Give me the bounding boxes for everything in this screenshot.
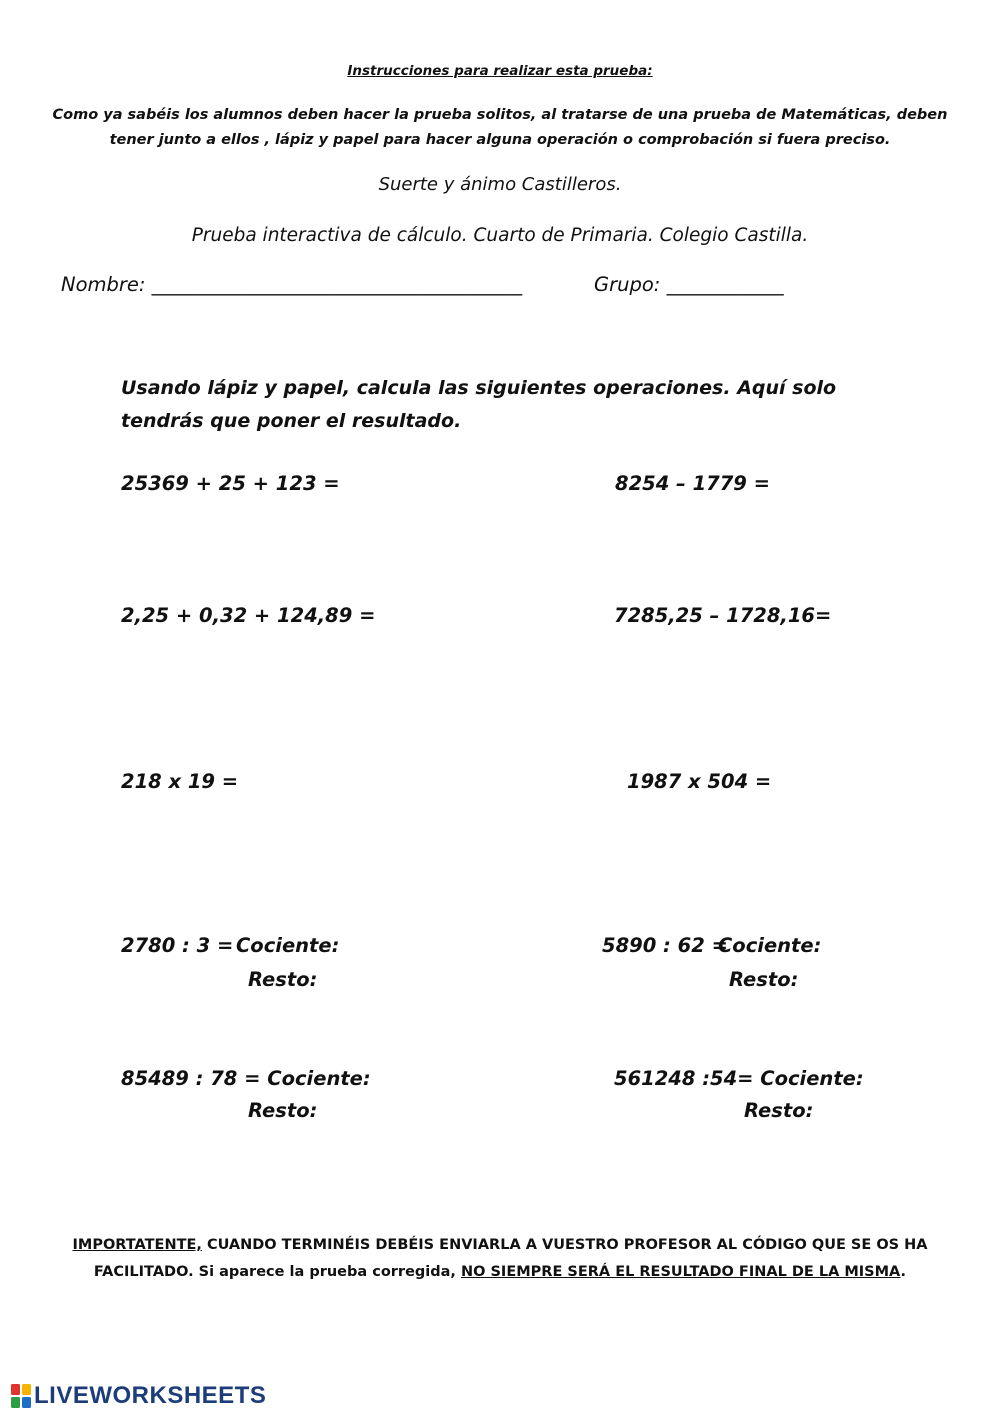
- name-field-label: Nombre: ______________________________________: [61, 273, 523, 296]
- operation-addition-2: 2,25 + 0,32 + 124,89 =: [121, 604, 376, 627]
- important-label: IMPORTATENTE,: [72, 1237, 202, 1253]
- division-3-remainder-label: Resto:: [248, 1099, 318, 1122]
- operation-multiplication-2: 1987 x 504 =: [627, 770, 772, 793]
- liveworksheets-logo[interactable]: [10, 1380, 266, 1412]
- liveworksheets-logo-text: LIVEWORKSHEETS: [34, 1382, 267, 1409]
- operation-multiplication-1: 218 x 19 =: [121, 770, 239, 793]
- division-4-remainder-label: Resto:: [744, 1099, 814, 1122]
- operation-addition-1: 25369 + 25 + 123 =: [121, 472, 340, 495]
- operation-division-1: 2780 : 3 =: [121, 934, 234, 957]
- division-2-remainder-label: Resto:: [729, 968, 799, 991]
- operation-division-2: 5890 : 62 =: [602, 934, 728, 957]
- important-text: CUANDO TERMINÉIS DEBÉIS ENVIARLA A VUESTRO PROFESOR AL CÓDIGO QUE SE OS HA FACILITADO. Si aparece la prueba corregida,: [93, 1237, 928, 1280]
- division-1-quotient-label: Cociente:: [236, 934, 340, 957]
- luck-message: Suerte y ánimo Castilleros.: [378, 174, 622, 195]
- instructions-body: Como ya sabéis los alumnos deben hacer la prueba solitos, al tratarse de una prueba de Matemáticas, deben tener junto a ellos , lápiz y papel para hacer alguna operación o comprobación si fuera preciso.: [52, 107, 948, 148]
- exercise-prompt: Usando lápiz y papel, calcula las siguientes operaciones. Aquí solo tendrás que poner el resultado.: [121, 377, 837, 432]
- test-title: Prueba interactiva de cálculo. Cuarto de Primaria. Colegio Castilla.: [191, 225, 809, 246]
- operation-subtraction-1: 8254 – 1779 =: [615, 472, 771, 495]
- operation-subtraction-2: 7285,25 – 1728,16=: [614, 604, 832, 627]
- division-2-quotient-label: Cociente:: [718, 934, 822, 957]
- operation-division-3: 85489 : 78 = Cociente:: [121, 1067, 371, 1090]
- instructions-title: Instrucciones para realizar esta prueba:: [347, 63, 653, 79]
- important-underlined-text: NO SIEMPRE SERÁ EL RESULTADO FINAL DE LA MISMA: [460, 1264, 901, 1280]
- liveworksheets-logo-icon: [10, 1382, 32, 1410]
- operation-division-4: 561248 :54= Cociente:: [614, 1067, 864, 1090]
- group-field-label: Grupo: ____________: [594, 273, 784, 296]
- important-notice: [40, 1232, 960, 1286]
- important-end: .: [900, 1264, 907, 1280]
- division-1-remainder-label: Resto:: [248, 968, 318, 991]
